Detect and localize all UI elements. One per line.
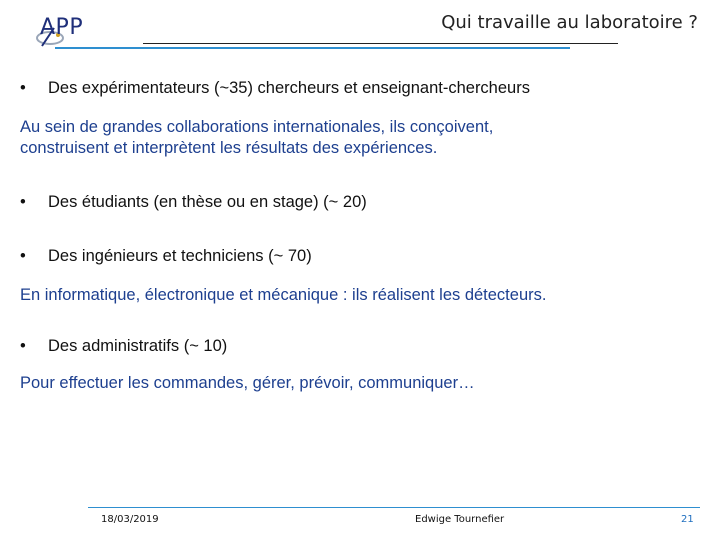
bullet-dot-icon: •: [20, 247, 26, 265]
footer-author: Edwige Tournefier: [415, 514, 505, 525]
bullet-text: Des administratifs (~ 10): [48, 337, 228, 355]
experimenters-description: [20, 117, 493, 159]
engineers-description: [20, 285, 546, 306]
logo-text: APP: [40, 15, 84, 40]
bullet-dot-icon: •: [20, 193, 26, 211]
footer-line: [88, 507, 700, 508]
bullet-students: [20, 193, 367, 212]
footer-date: 18/03/2019: [101, 514, 159, 525]
bullet-text: Des ingénieurs et techniciens (~ 70): [48, 247, 312, 265]
administrative-description: [20, 373, 475, 394]
footer-page-number: 21: [681, 514, 694, 525]
bullet-text: Des expérimentateurs (~35) chercheurs et enseignant-chercheurs: [48, 79, 530, 97]
description-line: En informatique, électronique et mécanique : ils réalisent les détecteurs.: [20, 286, 547, 304]
description-line: Pour effectuer les commandes, gérer, prévoir, communiquer…: [20, 374, 475, 392]
bullet-administrative: [20, 337, 227, 356]
bullet-text: Des étudiants (en thèse ou en stage) (~ 20): [48, 193, 367, 211]
bullet-experimenters: [20, 79, 530, 98]
bullet-dot-icon: •: [20, 79, 26, 97]
description-line: Au sein de grandes collaborations internationales, ils conçoivent,: [20, 118, 494, 136]
slide-title: Qui travaille au laboratoire ?: [441, 12, 698, 33]
title-underline: [143, 43, 618, 44]
title-accent-line: [55, 47, 570, 49]
bullet-engineers: [20, 247, 312, 266]
bullet-dot-icon: •: [20, 337, 26, 355]
description-line: construisent et interprètent les résultats des expériences.: [20, 139, 438, 157]
